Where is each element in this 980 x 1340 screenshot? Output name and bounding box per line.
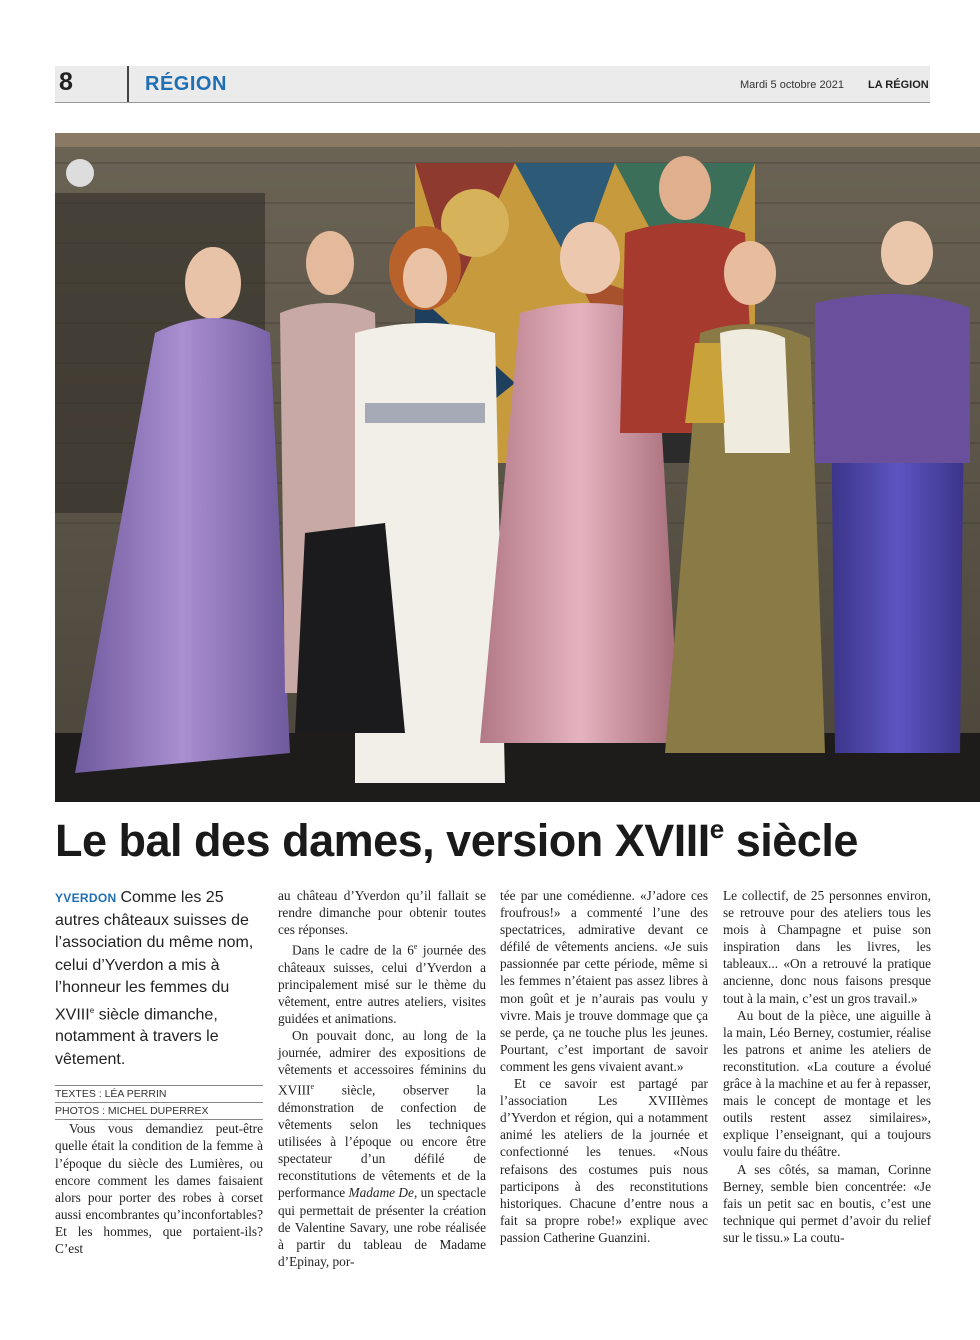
photo-credit: PHOTOS : MICHEL DUPERREX <box>55 1103 263 1120</box>
paragraph-text: , un spectacle qui permettait de présenter la création de Valentine Savary, une robe réalisée à partir du tableau de Madame d’Epinay, por- <box>278 1185 486 1269</box>
paragraph-text: siècle, observer la démonstration de confection de vêtements selon les techniques utilisées à l’époque ou encore être spectateur d’un défilé de reconstitutions de vêtements et de la performance <box>278 1082 486 1201</box>
paragraph: tée par une comédienne. «J’adore ces froufrous!» a commenté l’une des spectatrices, admirative devant ce défilé de vêtements anciens. «Je suis passionnée par cette période, même si les femmes n’étaient pas assez libres à mon goût et je n’aurais pas voulu y vivre. Mais je trouve dommage que ça se perde, ça ne touche plus les jeunes. Pourtant, c’est important de savoir comment les gens vivaient avant.» <box>500 888 708 1074</box>
article-photo <box>55 133 980 802</box>
article-column-3 <box>500 887 708 1246</box>
paragraph-text: On pouvait donc, au long de la journée, admirer des expositions de vêtements et accessoires féminins du XVIII <box>278 1028 486 1098</box>
costume-group-photo <box>55 133 980 802</box>
title-main: Le bal des dames, version XVIII <box>55 815 710 866</box>
lead-text-a: Comme les 25 autres châteaux suisses de l’association du même nom, celui d’Yverdon a mis à l’honneur les femmes du XVIII <box>55 889 254 1023</box>
paragraph <box>278 1027 486 1270</box>
lead-text-b: siècle dimanche, notamment à travers le vêtement. <box>55 1005 219 1068</box>
superscript: e <box>310 1082 315 1092</box>
paragraph: Vous vous demandiez peut-être quelle était la condition de la femme à l’époque du siècle des Lumières, ou encore comment les dames faisaient alors pour porter des robes à corset aussi encombrantes qu’inconfortables? Et les hommes, que portaient-ils? C’est <box>55 1121 263 1256</box>
location-tag: YVERDON <box>55 891 117 905</box>
article-title <box>55 814 955 867</box>
text-credit: TEXTES : LÉA PERRIN <box>55 1085 263 1103</box>
paragraph-text: journée des châteaux suisses, celui d’Yverdon a principalement misé sur le thème du vêtement, entre autres ateliers, visites guidées et animations. <box>278 942 487 1027</box>
publication-name: LA RÉGION <box>868 79 929 91</box>
paragraph: Le collectif, de 25 personnes environ, se retrouve pour des ateliers tous les mois à Champagne et puise son inspiration dans les livres, les tableaux... «On a retrouvé la pratique ancienne, donc nous faisons presque tout à la main, c’est un gros travail.» <box>723 888 931 1006</box>
paragraph <box>278 938 486 1027</box>
issue-date: Mardi 5 octobre 2021 <box>740 79 844 91</box>
article-lead <box>55 887 263 1071</box>
header-divider <box>127 66 129 102</box>
page-header <box>55 66 930 103</box>
paragraph-text: Dans le cadre de la 6 <box>292 942 414 958</box>
paragraph: Et ce savoir est partagé par l’association Les XVIIIèmes d’Yverdon et région, qui a notamment animé les ateliers de la journée et confectionné les tenues. «Nous refaisons des costumes puis nous participons à des reconstitutions historiques. Chacune d’entre nous a fait sa propre robe!» explique avec passion Catherine Guanzini. <box>500 1076 708 1245</box>
article-column-4 <box>723 887 931 1246</box>
title-end: siècle <box>723 815 858 866</box>
article-column-1 <box>55 887 263 1257</box>
paragraph: au château d’Yverdon qu’il fallait se rendre dimanche pour obtenir toutes ces réponses. <box>278 888 486 938</box>
show-title: Madame De <box>348 1185 414 1201</box>
article-column-2 <box>278 887 486 1270</box>
page-number: 8 <box>59 68 73 96</box>
section-label: RÉGION <box>145 73 227 95</box>
title-superscript: e <box>709 814 724 844</box>
superscript: e <box>413 942 418 952</box>
paragraph: Au bout de la pièce, une aiguille à la main, Léo Berney, costumier, réalise les patrons et anime les ateliers de reconstitution. «La couture a évolué grâce à la machine et au fer à repasser, mais le concept de montage et les outils restent assez similaires», explique l’enseignant, qui a toujours voulu faire du théâtre. <box>723 1007 931 1160</box>
lead-superscript: e <box>89 1005 95 1015</box>
byline <box>55 1085 263 1120</box>
paragraph: A ses côtés, sa maman, Corinne Berney, semble bien concentrée: «Je fais un petit sac en boutis, c’est une technique qui permet d’avoir du relief sur le tissu.» La coutu- <box>723 1161 931 1245</box>
